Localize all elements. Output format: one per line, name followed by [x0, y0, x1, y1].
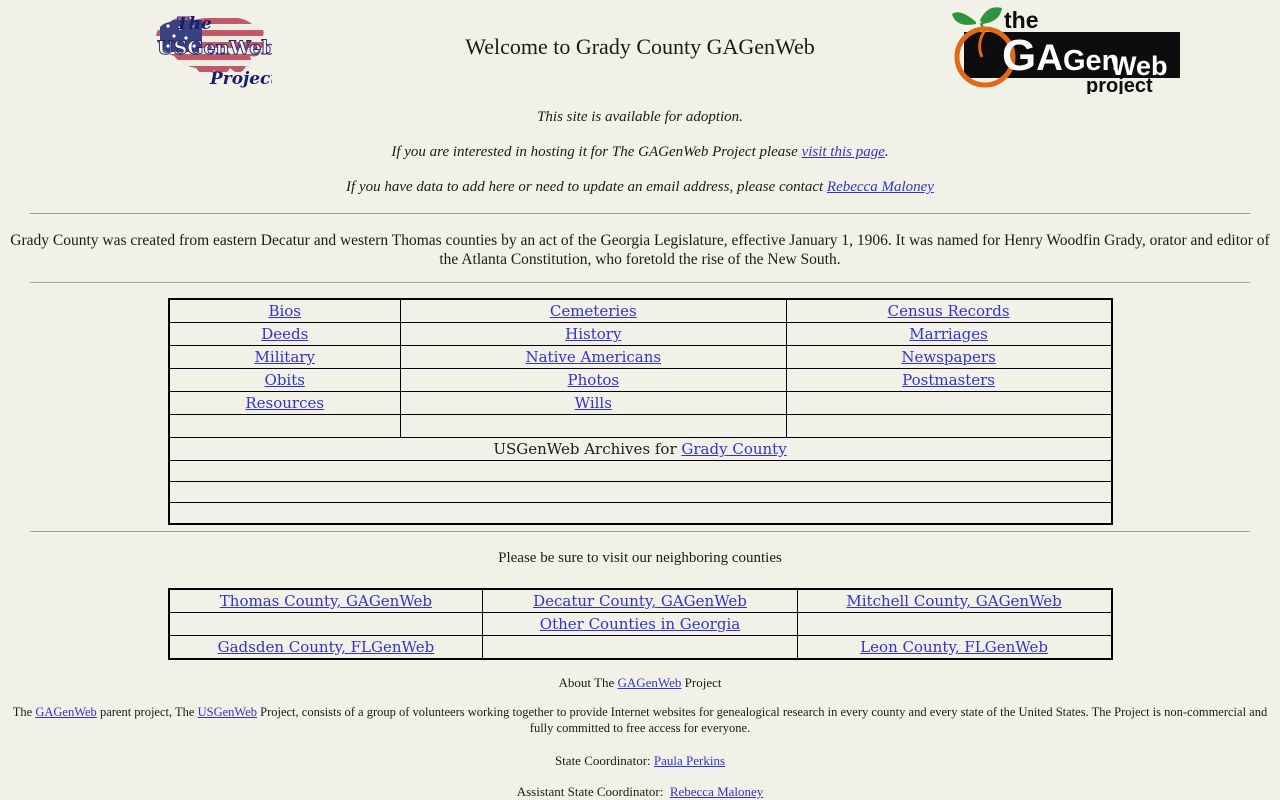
leon-county-link[interactable]: Leon County, FLGenWeb [860, 638, 1048, 656]
census-records-link[interactable]: Census Records [887, 302, 1010, 320]
divider [30, 531, 1250, 533]
native-americans-link[interactable]: Native Americans [525, 348, 662, 366]
deeds-link[interactable]: Deeds [261, 325, 309, 343]
bios-link[interactable]: Bios [268, 302, 302, 320]
empty-cell [797, 613, 1111, 636]
neighbors-heading: Please be sure to visit our neighboring counties [498, 550, 782, 566]
postmasters-link[interactable]: Postmasters [902, 371, 996, 389]
empty-cell [169, 461, 1112, 482]
table-row [169, 369, 1112, 392]
marriages-link[interactable]: Marriages [909, 325, 988, 343]
page-title: Welcome to Grady County GAGenWeb [465, 34, 815, 59]
usgenweb-link[interactable]: USGenWeb [197, 705, 257, 719]
mitchell-county-link[interactable]: Mitchell County, GAGenWeb [846, 592, 1062, 610]
empty-cell [169, 613, 483, 636]
notices [0, 108, 1280, 197]
gagenweb-link[interactable]: GAGenWeb [35, 705, 97, 719]
empty-cell [169, 503, 1112, 525]
gagenweb-logo-web: Web [1111, 51, 1168, 81]
assistant-coordinator-line [0, 783, 1280, 800]
table-row [169, 461, 1112, 482]
description-text: The [12, 705, 36, 719]
empty-cell [483, 636, 797, 660]
obits-link[interactable]: Obits [264, 371, 305, 389]
contact-notice [0, 178, 1280, 197]
adoption-notice-text: This site is available for adoption. [537, 109, 743, 125]
hosting-notice [0, 143, 1280, 162]
paula-perkins-link[interactable]: Paula Perkins [653, 753, 726, 768]
divider [30, 213, 1250, 215]
table-row [169, 323, 1112, 346]
state-coordinator-line [0, 752, 1280, 769]
assistant-coordinator-label: Assistant State Coordinator: [516, 784, 670, 799]
newspapers-link[interactable]: Newspapers [901, 348, 996, 366]
state-coordinator-label: State Coordinator: [554, 753, 654, 768]
history-link[interactable]: History [565, 325, 622, 343]
table-row [169, 299, 1112, 323]
adoption-notice [0, 108, 1280, 127]
table-row [169, 438, 1112, 461]
gagenweb-logo-project: project [1086, 75, 1153, 94]
topics-table [168, 298, 1113, 525]
project-description [4, 704, 1276, 736]
table-row [169, 415, 1112, 438]
gagenweb-logo[interactable] [948, 4, 1183, 94]
other-counties-link[interactable]: Other Counties in Georgia [539, 615, 741, 633]
rebecca-maloney-link[interactable]: Rebecca Maloney [669, 784, 764, 799]
visit-this-page-link[interactable]: visit this page [801, 144, 885, 160]
empty-cell [169, 415, 401, 438]
empty-cell [169, 482, 1112, 503]
table-row [169, 636, 1112, 660]
table-row [169, 482, 1112, 503]
archives-cell [169, 438, 1112, 461]
gagenweb-logo-the: the [1004, 7, 1039, 33]
resources-link[interactable]: Resources [245, 394, 325, 412]
decatur-county-link[interactable]: Decatur County, GAGenWeb [533, 592, 747, 610]
military-link[interactable]: Military [254, 348, 315, 366]
wills-link[interactable]: Wills [574, 394, 612, 412]
description-text: Project, consists of a group of volunteers working together to provide Internet websites for genealogical research in every county and every state of the United States. The Project is non-commercial and fully committed to free access for everyone. [257, 705, 1268, 735]
table-row [169, 503, 1112, 525]
gagenweb-logo-g: G [1002, 31, 1037, 80]
hosting-notice-text: If you are interested in hosting it for The GAGenWeb Project please [391, 144, 802, 160]
gagenweb-peach-icon [948, 4, 1183, 94]
table-row [169, 613, 1112, 636]
empty-cell [400, 415, 786, 438]
about-text-before: About The [558, 675, 618, 690]
table-row [169, 392, 1112, 415]
hosting-notice-period: . [884, 144, 889, 160]
contact-notice-text: If you have data to add here or need to update an email address, please contact [346, 179, 827, 195]
photos-link[interactable]: Photos [567, 371, 620, 389]
about-line [0, 674, 1280, 691]
usgenweb-flag-map-icon [150, 6, 272, 90]
archives-label: USGenWeb Archives for [493, 440, 682, 458]
divider [30, 282, 1250, 284]
rebecca-maloney-contact-link[interactable]: Rebecca Maloney [826, 179, 934, 195]
about-text-after: Project [681, 675, 722, 690]
usgenweb-logo[interactable] [150, 6, 272, 90]
table-row [169, 589, 1112, 613]
empty-cell [786, 415, 1111, 438]
grady-county-archives-link[interactable]: Grady County [681, 440, 787, 458]
thomas-county-link[interactable]: Thomas County, GAGenWeb [219, 592, 433, 610]
gagenweb-about-link[interactable]: GAGenWeb [617, 675, 682, 690]
gadsden-county-link[interactable]: Gadsden County, FLGenWeb [217, 638, 435, 656]
table-row [169, 346, 1112, 369]
gagenweb-logo-a: A [1036, 37, 1063, 78]
description-text: parent project, The [96, 705, 198, 719]
usgenweb-logo-the: The [176, 14, 212, 34]
gagenweb-logo-gen: Gen [1062, 45, 1120, 77]
neighbors-table [168, 588, 1113, 660]
county-history-text: Grady County was created from eastern Decatur and western Thomas counties by an act of the Georgia Legislature, effective January 1, 1906. It was named for Henry Woodfin Grady, orator and editor of the Atlanta Constitution, who foretold the rise of the New South. [10, 232, 1270, 268]
empty-cell [786, 392, 1111, 415]
cemeteries-link[interactable]: Cemeteries [549, 302, 637, 320]
page-header [0, 0, 1280, 100]
usgenweb-logo-main: USGenWeb [157, 37, 272, 59]
usgenweb-logo-project: Project [210, 69, 272, 89]
